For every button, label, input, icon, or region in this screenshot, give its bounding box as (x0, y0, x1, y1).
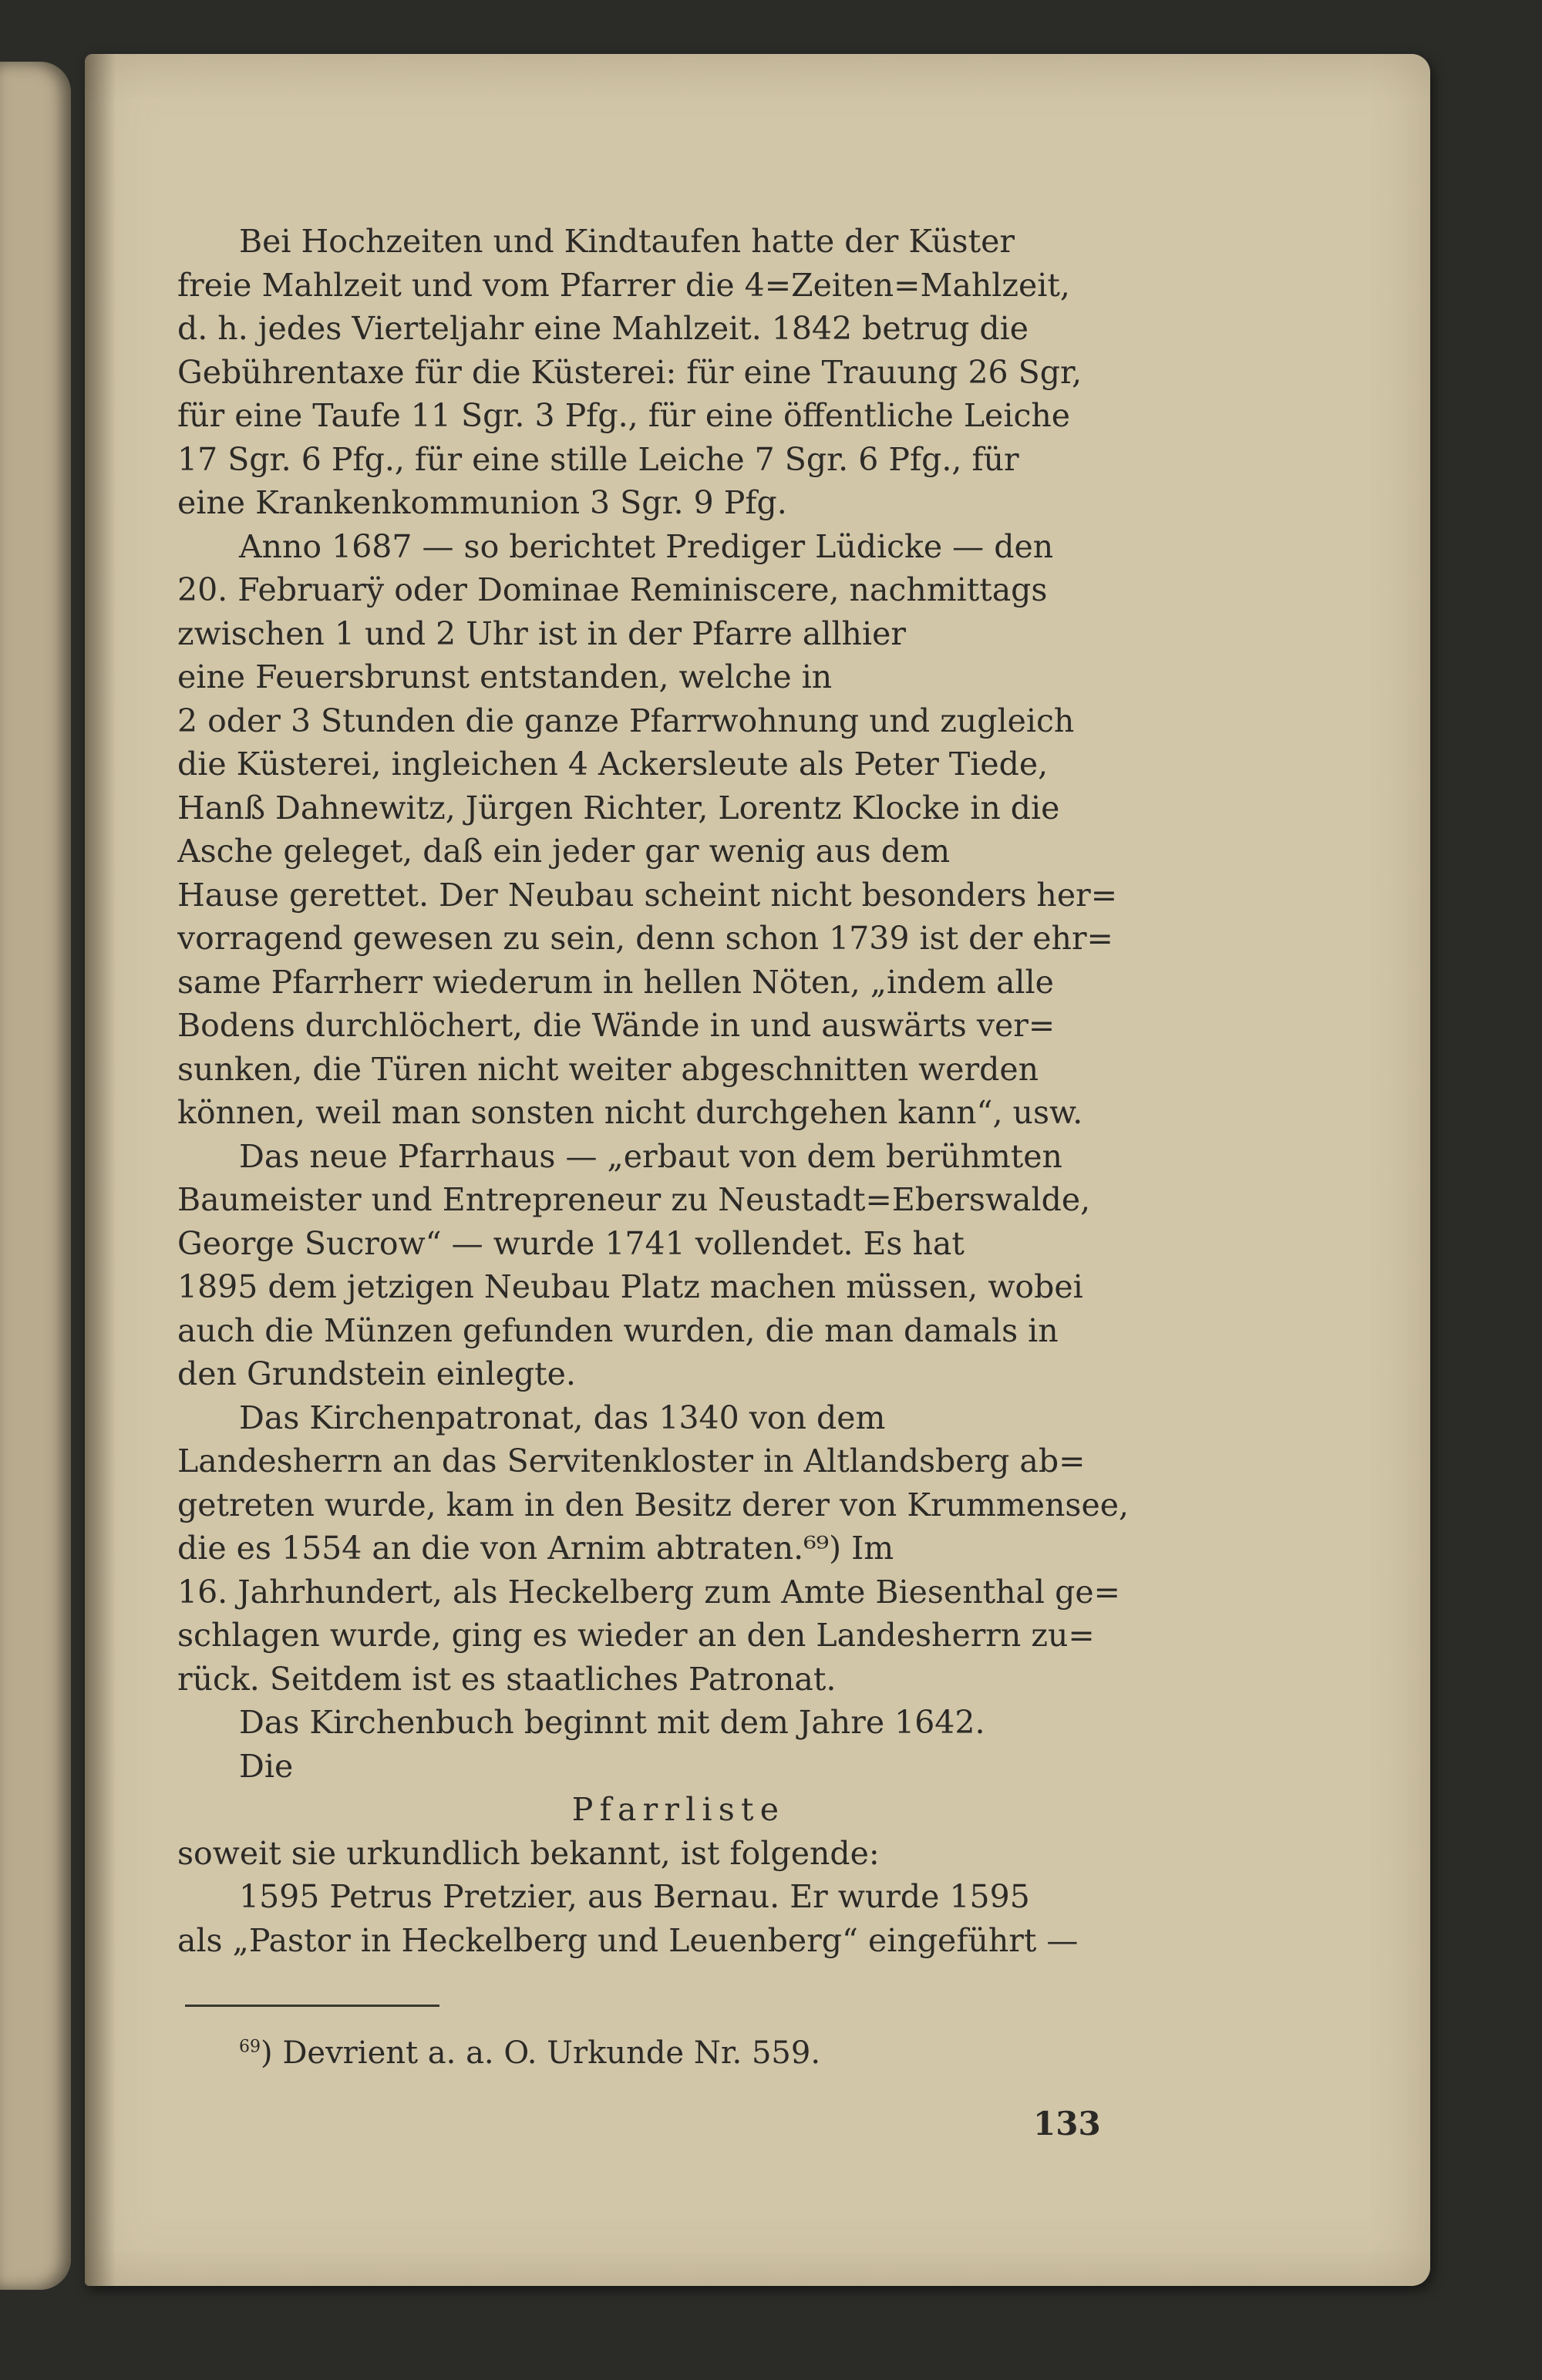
text-line: 1595 Petrus Pretzier, aus Bernau. Er wurde 1595 (239, 1878, 1030, 1915)
text-line: Bei Hochzeiten und Kindtaufen hatte der Küster (239, 223, 1015, 260)
text-line: Das Kirchenbuch beginnt mit dem Jahre 1642. (239, 1704, 985, 1741)
book-page (85, 54, 1430, 2286)
text-line: 17 Sgr. 6 Pfg., für eine stille Leiche 7 Sgr. 6 Pfg., für (177, 440, 1019, 478)
text-line: Die (239, 1747, 294, 1785)
text-line: Hanß Dahnewitz, Jürgen Richter, Lorentz Klocke in die (177, 789, 1060, 826)
text-line: zwischen 1 und 2 Uhr ist in der Pfarre allhier (177, 614, 906, 652)
text-line: 20. Februarÿ oder Dominae Reminiscere, nachmittags (177, 571, 1048, 608)
text-line: d. h. jedes Vierteljahr eine Mahlzeit. 1842 betrug die (177, 310, 1029, 347)
text-line: freie Mahlzeit und vom Pfarrer die 4=Zeiten=Mahlzeit, (177, 266, 1070, 304)
body-text (177, 220, 1180, 1962)
text-line: können, weil man sonsten nicht durchgehen kann“, usw. (177, 1094, 1083, 1131)
text-line: den Grundstein einlegte. (177, 1355, 576, 1392)
footnote (239, 2035, 820, 2071)
footnote-marker: 69 (239, 2037, 261, 2057)
footnote-rule (185, 2005, 439, 2007)
text-line: als „Pastor in Heckelberg und Leuenberg“ eingeführt — (177, 1921, 1079, 1959)
text-line: Hause gerettet. Der Neubau scheint nicht besonders her= (177, 876, 1118, 914)
text-line: 2 oder 3 Stunden die ganze Pfarrwohnung und zugleich (177, 702, 1075, 739)
footnote-text: ) Devrient a. a. O. Urkunde Nr. 559. (261, 2035, 821, 2071)
text-line: George Sucrow“ — wurde 1741 vollendet. Es hat (177, 1224, 965, 1262)
text-line: auch die Münzen gefunden wurden, die man damals in (177, 1311, 1059, 1349)
section-heading: Pfarrliste (571, 1791, 786, 1828)
text-line: die es 1554 an die von Arnim abtraten.⁶⁹) Im (177, 1530, 894, 1567)
text-line: 16. Jahrhundert, als Heckelberg zum Amte Biesenthal ge= (177, 1573, 1120, 1611)
page-gutter-shadow (85, 54, 116, 2286)
text-line: sunken, die Türen nicht weiter abgeschnitten werden (177, 1050, 1039, 1088)
text-line: Gebührentaxe für die Küsterei: für eine Trauung 26 Sgr, (177, 353, 1082, 391)
text-line: Landesherrn an das Servitenkloster in Altlandsberg ab= (177, 1442, 1086, 1480)
page-number: 133 (1033, 2105, 1101, 2143)
text-line: die Küsterei, ingleichen 4 Ackersleute als Peter Tiede, (177, 746, 1049, 783)
text-line: Das neue Pfarrhaus — „erbaut von dem berühmten (239, 1137, 1062, 1175)
text-line: 1895 dem jetzigen Neubau Platz machen müssen, wobei (177, 1268, 1083, 1305)
text-line: Baumeister und Entrepreneur zu Neustadt=Eberswalde, (177, 1181, 1091, 1218)
text-line: same Pfarrherr wiederum in hellen Nöten, „indem alle (177, 963, 1054, 1001)
text-line: rück. Seitdem ist es staatliches Patronat. (177, 1660, 837, 1698)
text-line: eine Feuersbrunst entstanden, welche in (177, 658, 833, 695)
text-line: schlagen wurde, ging es wieder an den Landesherrn zu= (177, 1617, 1095, 1654)
text-line: Anno 1687 — so berichtet Prediger Lüdicke — den (239, 527, 1054, 565)
text-line: eine Krankenkommunion 3 Sgr. 9 Pfg. (177, 484, 787, 521)
text-line: Bodens durchlöchert, die Wände in und auswärts ver= (177, 1007, 1055, 1044)
text-line: soweit sie urkundlich bekannt, ist folgende: (177, 1834, 880, 1872)
text-line: vorragend gewesen zu sein, denn schon 1739 ist der ehr= (177, 920, 1113, 957)
text-line: getreten wurde, kam in den Besitz derer von Krummensee, (177, 1486, 1130, 1523)
text-line: für eine Taufe 11 Sgr. 3 Pfg., für eine öffentliche Leiche (177, 397, 1071, 434)
text-line: Das Kirchenpatronat, das 1340 von dem (239, 1399, 886, 1436)
text-line: Asche geleget, daß ein jeder gar wenig aus dem (177, 833, 951, 870)
facing-page-edge (0, 62, 71, 2290)
